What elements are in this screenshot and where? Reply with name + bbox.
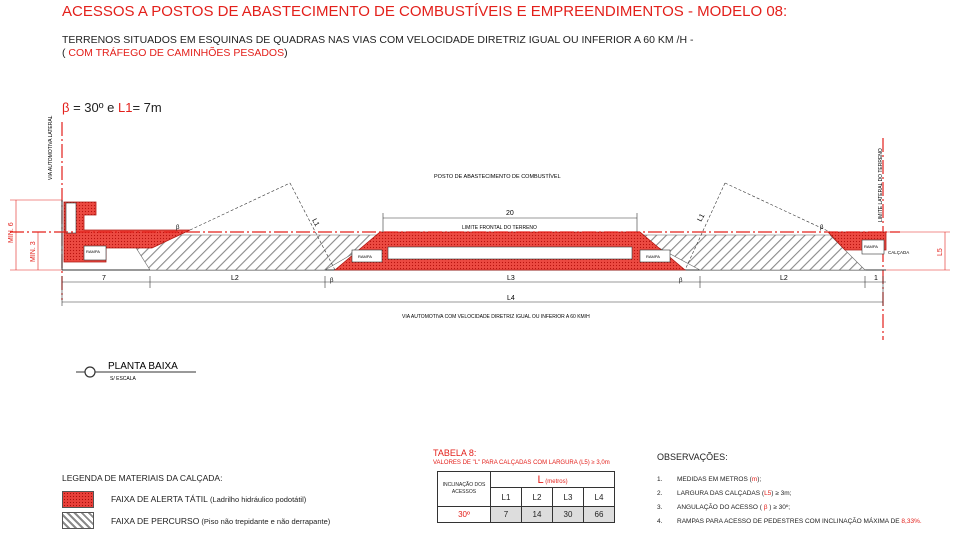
dim-l2-left-label: L2 [231, 275, 239, 282]
table-col-header: L1 [491, 488, 522, 507]
calcada-label: CALÇADA [888, 250, 910, 255]
legend-tactile-swatch [62, 491, 94, 508]
obs-1-end: ); [757, 476, 762, 483]
ramp-island-right-label: RAMPA [646, 254, 660, 259]
beta-mark-b: β [330, 278, 334, 284]
obs-2-end: ) ≥ 3m; [771, 490, 792, 497]
observations-title: OBSERVAÇÕES: [657, 452, 728, 462]
page-title: ACESSOS A POSTOS DE ABASTECIMENTO DE COMBUSTÍVEIS E EMPREENDIMENTOS - MODELO 08: [62, 3, 788, 20]
heavy-trucks-note: COM TRÁFEGO DE CAMINHÕES PESADOS [68, 47, 285, 59]
legend-path-label: FAIXA DE PERCURSO [111, 516, 200, 526]
observation-4 [657, 518, 922, 525]
obs-3-number: 3. [657, 504, 663, 511]
beta-value: = 30º e [69, 100, 118, 115]
l1-right-label: L1 [696, 212, 707, 223]
table-value-cell: 66 [584, 507, 615, 523]
dim-min6-label: MIN. 6 [8, 222, 15, 243]
ramp-island-left-label: RAMPA [358, 254, 372, 259]
l1-left-label: L1 [310, 217, 321, 228]
table-group-letter: L [537, 473, 544, 486]
planta-title: PLANTA BAIXA [108, 361, 178, 372]
obs-2-text: LARGURA DAS CALÇADAS ( [677, 490, 765, 497]
legend-title: LEGENDA DE MATERIAIS DA CALÇADA: [62, 473, 223, 483]
table-value-cell: 14 [522, 507, 553, 523]
table-corner-line1: INCLINAÇÃO DOS [442, 482, 486, 488]
subtitle-line1: TERRENOS SITUADOS EM ESQUINAS DE QUADRAS NAS VIAS COM VELOCIDADE DIRETRIZ IGUAL OU INFERIOR A 60 KM /H - [62, 34, 694, 46]
planta-symbol [85, 367, 95, 377]
paren-close: ) [284, 47, 288, 59]
table-col-header: L2 [522, 488, 553, 507]
table-group-unit: (metros) [543, 478, 568, 485]
l1-symbol: L1 [117, 100, 133, 115]
limite-frontal-label: LIMITE FRONTAL DO TERRENO [462, 225, 537, 231]
table-group-header [491, 472, 615, 488]
obs-4-text: RAMPAS PARA ACESSO DE PEDESTRES COM INCLINAÇÃO MÁXIMA DE [677, 518, 902, 525]
legend-path-text [111, 516, 330, 526]
legend-tactile-text [111, 494, 306, 504]
table-corner [438, 472, 491, 507]
ramp-right-label: RAMPA [864, 244, 878, 249]
obs-2-symbol: L5 [764, 490, 772, 497]
obs-1-text: MEDIDAS EM METROS ( [677, 476, 752, 483]
corner-ramp-left [66, 203, 76, 233]
table-value-cell: 7 [491, 507, 522, 523]
beta-mark-a: β [176, 225, 180, 231]
table-title: TABELA 8: [433, 448, 477, 458]
island-inner-path [388, 247, 632, 259]
table-angle-cell: 30º [438, 507, 491, 523]
dim-1-label: 1 [874, 275, 878, 282]
beta-symbol: β [62, 100, 70, 115]
table-value-cell: 30 [553, 507, 584, 523]
via-lateral-label: VIA AUTOMOTIVA LATERAL [48, 115, 54, 180]
obs-1-unit: m [751, 476, 758, 483]
observation-2 [657, 490, 791, 497]
table-corner-line2: ACESSOS [451, 489, 477, 495]
beta-mark-d: β [820, 225, 824, 231]
table-caption: VALORES DE "L" PARA CALÇADAS COM LARGURA (L5) ≥ 3,0m [433, 460, 610, 466]
limite-lateral-label: LIMITE LATERAL DO TERRENO [878, 148, 884, 222]
values-table [437, 471, 615, 523]
table-col-header: L3 [553, 488, 584, 507]
obs-2-number: 2. [657, 490, 663, 497]
legend-tactile-desc: (Ladrilho hidráulico podotátil) [207, 495, 307, 504]
legend-tactile-label: FAIXA DE ALERTA TÁTIL [111, 494, 208, 504]
dim-7-label: 7 [102, 275, 106, 282]
planta-scale: S/ ESCALA [110, 376, 136, 382]
dim-20-label: 20 [506, 210, 514, 217]
obs-4-number: 4. [657, 518, 663, 525]
dim-l2-right-label: L2 [780, 275, 788, 282]
observation-1 [657, 476, 761, 483]
obs-3-text: ANGULAÇÃO DO ACESSO ( [677, 504, 764, 511]
l1-value: = 7m [132, 100, 162, 115]
legend-path-desc: (Piso não trepidante e não derrapante) [199, 517, 331, 526]
dim-l5-label: L5 [937, 248, 944, 256]
posto-label: POSTO DE ABASTECIMENTO DE COMBUSTÍVEL [434, 174, 561, 180]
obs-4-value: 8,33%. [901, 518, 922, 525]
dim-min3-label: MIN. 3 [30, 241, 37, 262]
beta-mark-c: β [679, 278, 683, 284]
paren-open: ( [62, 47, 69, 59]
via-frontal-label: VIA AUTOMOTIVA COM VELOCIDADE DIRETRIZ IGUAL OU INFERIOR A 60 KM/H [402, 314, 590, 320]
legend-path-swatch [62, 512, 94, 529]
ramp-left-label: RAMPA [86, 249, 100, 254]
obs-1-number: 1. [657, 476, 663, 483]
dim-l4-label: L4 [507, 295, 515, 302]
dim-l3-label: L3 [507, 275, 515, 282]
observation-3 [657, 504, 790, 511]
obs-3-symbol: β [763, 504, 768, 511]
table-col-header: L4 [584, 488, 615, 507]
obs-3-end: ) ≥ 30º; [767, 504, 790, 511]
